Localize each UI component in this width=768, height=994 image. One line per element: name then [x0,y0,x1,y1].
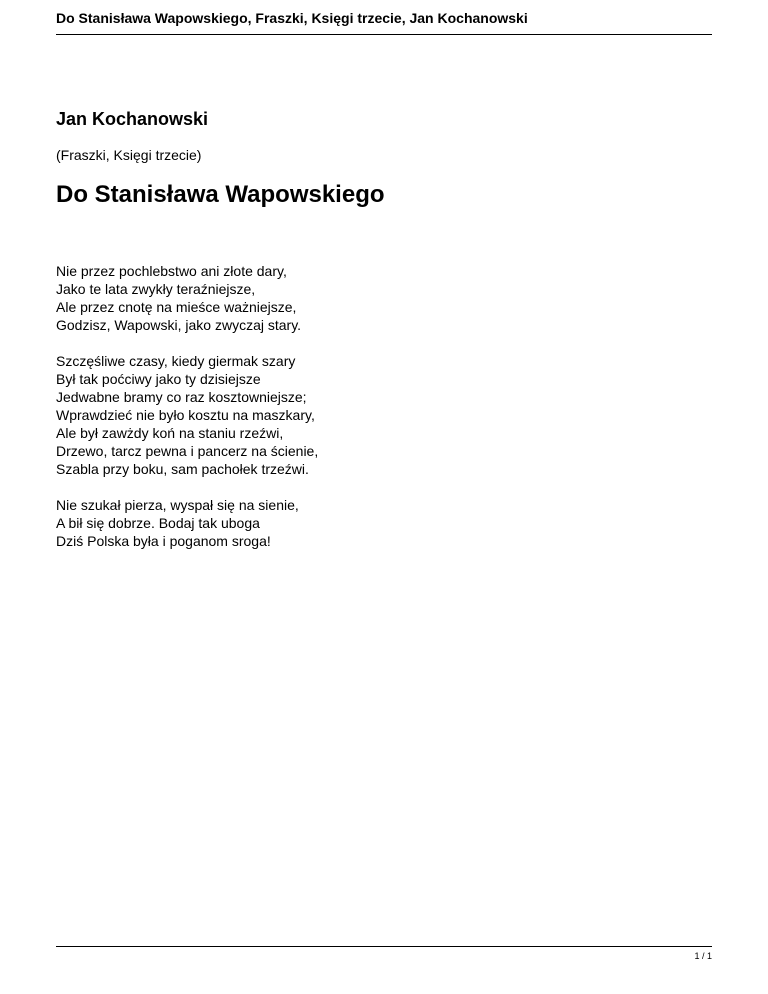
poem-line: A bił się dobrze. Bodaj tak uboga [56,515,260,531]
footer-divider [56,946,712,947]
author-name: Jan Kochanowski [56,109,209,129]
poem-line: Ale był zawżdy koń na staniu rzeźwi, [56,425,284,441]
poem-line: Nie przez pochlebstwo ani złote dary, [56,263,287,279]
poem-line: Nie szukał pierza, wyspał się na sienie, [56,497,299,513]
poem-line: Drzewo, tarcz pewna i pancerz na ścienie, [56,443,319,459]
running-header: Do Stanisława Wapowskiego, Fraszki, Księgi trzecie, Jan Kochanowski [56,10,528,26]
poem-line: Dziś Polska była i poganom sroga! [56,533,271,549]
poem-line: Był tak poćciwy jako ty dzisiejsze [56,371,261,387]
poem-line: Jako te lata zwykły teraźniejsze, [56,281,256,297]
page-number: 1 / 1 [694,951,712,961]
poem-body [56,262,696,568]
poem-line: Szabla przy boku, sam pachołek trzeźwi. [56,461,309,477]
stanza [56,352,696,478]
stanza [56,496,696,550]
poem-title: Do Stanisława Wapowskiego [56,181,385,208]
stanza [56,262,696,334]
header-divider [56,34,712,35]
poem-line: Ale przez cnotę na mieśce ważniejsze, [56,299,297,315]
poem-line: Godzisz, Wapowski, jako zwyczaj stary. [56,317,302,333]
poem-line: Szczęśliwe czasy, kiedy giermak szary [56,353,296,369]
poem-line: Jedwabne bramy co raz kosztowniejsze; [56,389,307,405]
poem-line: Wprawdzieć nie było kosztu na maszkary, [56,407,315,423]
source-collection: (Fraszki, Księgi trzecie) [56,147,202,163]
